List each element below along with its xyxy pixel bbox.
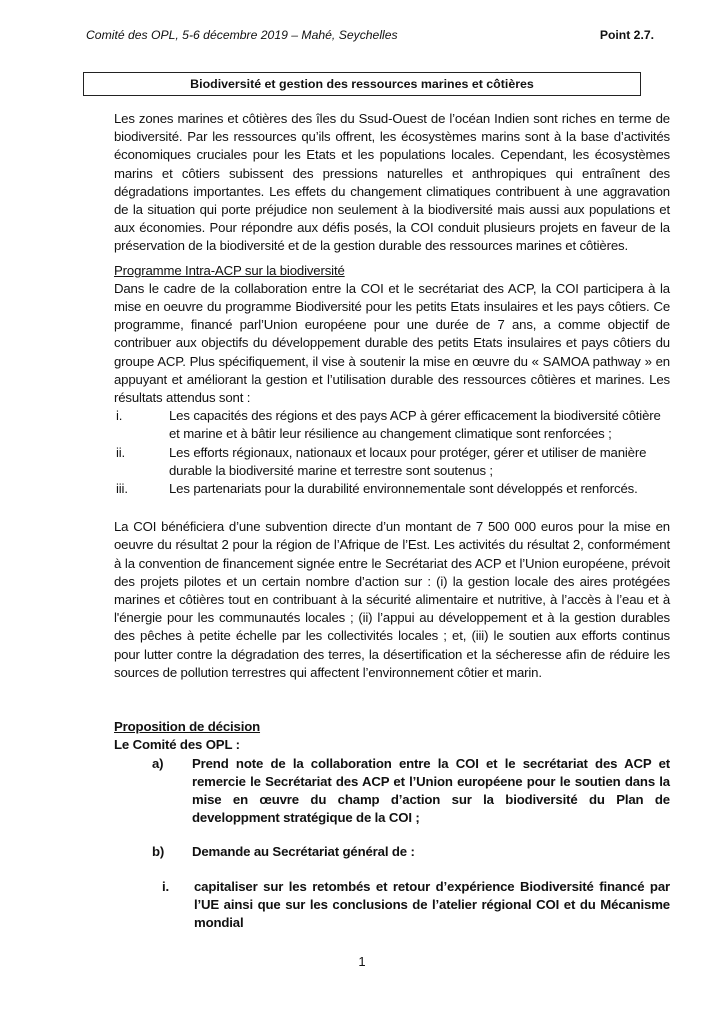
programme-section [114,262,670,499]
document-title: Biodiversité et gestion des ressources marines et côtières [83,72,641,96]
page-number: 1 [358,954,366,970]
list-item [114,407,670,443]
programme-heading: Programme Intra-ACP sur la biodiversité [114,262,345,278]
decision-intro: Le Comité des OPL : [114,737,240,753]
decision-item-label: a) [152,755,164,771]
decision-item-label: b) [152,844,165,860]
header-meeting-info: Comité des OPL, 5-6 décembre 2019 – Mahé, Seychelles [86,28,398,42]
decision-heading: Proposition de décision [114,719,261,735]
list-item-number: i. [116,408,123,424]
decision-item-text: Prend note de la collaboration entre la COI et le secrétariat des ACP et remercie le Secrétariat des ACP et l’Union européene pour le soutien dans la mise en œuvre du champ d’action sur la biodiversité du Plan de developpment stratégique de la COI ; [192,755,670,826]
header-point-number: Point 2.7. [599,28,654,42]
decision-section [114,718,670,932]
list-item-text: Les partenariats pour la durabilité environnementale sont développés et renforcés. [169,481,638,497]
decision-item [132,843,670,861]
list-item [114,480,670,498]
expected-results-list [114,407,670,498]
decision-sub-item-label: i. [162,878,170,894]
list-item-number: iii. [116,481,128,497]
list-item-number: ii. [116,444,126,460]
decision-sub-item-text: capitaliser sur les retombés et retour d’expérience Biodiversité financé par l’UE ainsi que sur les conclusions de l’atelier régional COI et du Mécanisme mondial [194,878,670,930]
list-item-text: Les efforts régionaux, nationaux et locaux pour protéger, gérer et utiliser de manière durable la biodiversité marine et terrestre sont soutenus ; [169,444,647,478]
funding-paragraph: La COI bénéficiera d’une subvention directe d’un montant de 7 500 000 euros pour la mise en oeuvre du résultat 2 pour la région de l’Afrique de l’Est. Les activités du résultat 2, conformément à la convention de financement signée entre le Secrétariat des ACP et l’Union européene, prévoit des projets pilotes et un certain nombre d’action sur : (i) la gestion locale des aires protégées marines et côtières tout en contribuant à la sécurité alimentaire et nutritive, à l’accès à l’eau et à l'énergie pour les communautés locales ; (ii) l’appui au développement et à la gestion durables des pêches à petite échelle par les collectivités locales ; et, (iii) le soutien aux efforts continus pour lutter contre la dégradation des terres, la désertification et la sécheresse afin de réduire les sources de pollution terrestres qui affectent l’environnement côtier et marin. [114,519,670,680]
decision-sub-item [134,878,670,933]
page-header [86,28,654,46]
decision-item [132,755,670,828]
decision-item-text: Demande au Secrétariat général de : [192,844,415,860]
programme-paragraph: Dans le cadre de la collaboration entre la COI et le secrétariat des ACP, la COI participera à la mise en oeuvre du programme Biodiversité pour les petits Etats insulaires et les pays côtiers. Ce programme, financé parl’Union européene pour une durée de 7 ans, a comme objectif de contribuer aux objectifs du développement durable des petits Etats insulaires et pays côtiers du groupe ACP. Plus spécifiquement, il vise à soutenir la mise en œuvre du « SAMOA pathway » en appuyant et améliorant la gestion et l’utilisation durable des ressources côtières et marines. Les résultats attendus sont : [114,280,670,406]
list-item [114,444,670,480]
intro-paragraph: Les zones marines et côtières des îles du Ssud-Ouest de l’océan Indien sont riches en terme de biodiversité. Par les ressources qu’ils offrent, les écosystèmes marins sont à la base d’activités économiques cruciales pour les Etats et les populations locales. Cependant, les écosystèmes marins et côtiers subissent des pressions naturelles et anthropiques qui entraînent des dégradations importantes. Les effets du changement climatiques contribuent à une aggravation de la situation qui porte préjudice non seulement à la biodiversité mais aussi aux populations et aux économies. Pour répondre aux défis posés, la COI conduit plusieurs projets en faveur de la préservation de la biodiversité et de la gestion durable des ressources marines et côtières. [114,111,670,254]
list-item-text: Les capacités des régions et des pays ACP à gérer efficacement la biodiversité côtière et marine et à bâtir leur résilience au changement climatique sont renforcées ; [169,408,661,442]
